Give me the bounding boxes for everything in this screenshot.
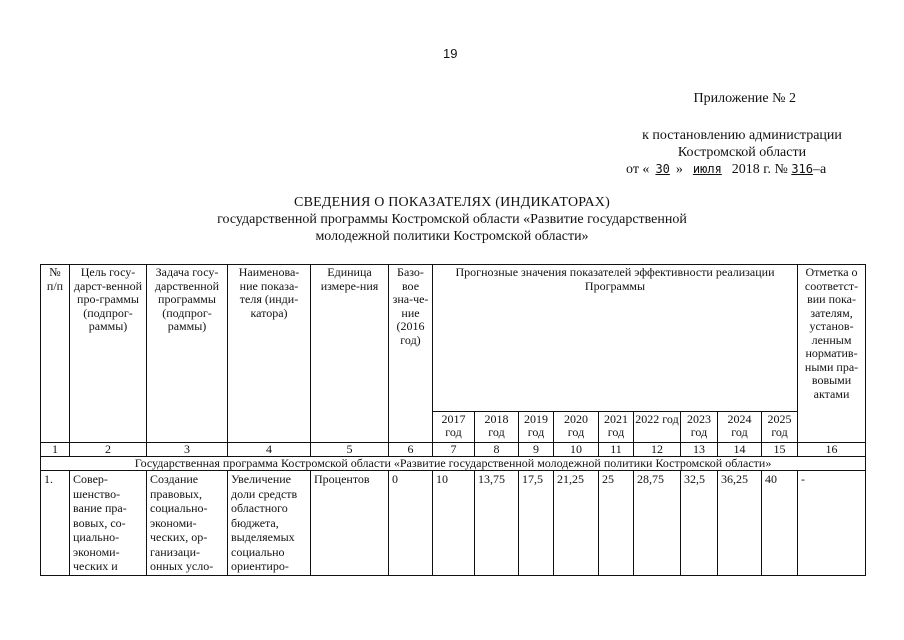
indicators-table bbox=[40, 264, 866, 576]
year-cell: 2018 год bbox=[475, 412, 519, 443]
row-unit: Процентов bbox=[311, 471, 389, 576]
row-value-2024: 36,25 bbox=[718, 471, 762, 576]
year-cell: 2019 год bbox=[519, 412, 554, 443]
header-unit: Единица измере-ния bbox=[311, 265, 389, 443]
resolution-suffix: –а bbox=[813, 162, 827, 177]
row-base-value: 0 bbox=[389, 471, 433, 576]
table-row bbox=[41, 471, 866, 576]
row-value-2020: 21,25 bbox=[554, 471, 599, 576]
column-number: 12 bbox=[634, 443, 681, 457]
year-cell: 2024 год bbox=[718, 412, 762, 443]
row-note: - bbox=[798, 471, 866, 576]
row-value-2023: 32,5 bbox=[681, 471, 718, 576]
date-year: 2018 г. № bbox=[731, 162, 788, 177]
column-number: 16 bbox=[798, 443, 866, 457]
title-line-2: государственной программы Костромской области «Развитие государственной bbox=[217, 212, 687, 227]
section-row bbox=[41, 457, 866, 471]
resolution-reference bbox=[612, 127, 872, 178]
row-value-2018: 13,75 bbox=[475, 471, 519, 576]
date-month: июля bbox=[692, 162, 722, 176]
title-line-3: молодежной политики Костромской области» bbox=[315, 229, 589, 244]
header-forecast: Прогнозные значения показателей эффективности реализации Программы bbox=[433, 265, 798, 412]
header-indicator-name: Наименова-ние показа-теля (инди-катора) bbox=[228, 265, 311, 443]
column-number: 9 bbox=[519, 443, 554, 457]
document-title bbox=[0, 194, 904, 245]
column-number: 10 bbox=[554, 443, 599, 457]
date-prefix: от « bbox=[626, 162, 650, 177]
column-number: 14 bbox=[718, 443, 762, 457]
column-number: 11 bbox=[599, 443, 634, 457]
header-task: Задача госу-дарственной программы (подпрог-раммы) bbox=[147, 265, 228, 443]
row-value-2021: 25 bbox=[599, 471, 634, 576]
resolution-date-line bbox=[612, 161, 872, 178]
column-number: 4 bbox=[228, 443, 311, 457]
column-numbers-row bbox=[41, 443, 866, 457]
column-number: 15 bbox=[762, 443, 798, 457]
row-indicator-name: Увеличение доли средств областного бюджета, выделяемых социально ориентиро- bbox=[228, 471, 311, 576]
column-number: 2 bbox=[70, 443, 147, 457]
resolution-line-2: Костромской области bbox=[677, 145, 807, 160]
header-note: Отметка о соответст-вии пока-зателям, установ-ленным норматив-ными пра-вовыми актами bbox=[798, 265, 866, 443]
header-row bbox=[41, 265, 866, 412]
date-mid: » bbox=[675, 162, 683, 177]
year-cell: 2022 год bbox=[634, 412, 681, 443]
year-cell: 2020 год bbox=[554, 412, 599, 443]
date-day: 30 bbox=[655, 162, 670, 176]
row-value-2022: 28,75 bbox=[634, 471, 681, 576]
row-goal: Совер-шенство-вание пра-вовых, со-циально-экономи-ческих и bbox=[70, 471, 147, 576]
title-line-1: СВЕДЕНИЯ О ПОКАЗАТЕЛЯХ (ИНДИКАТОРАХ) bbox=[294, 195, 610, 210]
row-num: 1. bbox=[41, 471, 70, 576]
row-value-2019: 17,5 bbox=[519, 471, 554, 576]
column-number: 5 bbox=[311, 443, 389, 457]
page-number: 19 bbox=[443, 46, 458, 61]
appendix-label: Приложение № 2 bbox=[693, 91, 796, 106]
year-cell: 2017 год bbox=[433, 412, 475, 443]
column-number: 3 bbox=[147, 443, 228, 457]
header-goal: Цель госу-дарст-венной про-граммы (подпрог-раммы) bbox=[70, 265, 147, 443]
year-cell: 2021 год bbox=[599, 412, 634, 443]
resolution-line-1: к постановлению администрации bbox=[642, 128, 842, 143]
row-task: Создание правовых, социально-экономи-ческих, ор-ганизаци-онных усло- bbox=[147, 471, 228, 576]
row-value-2025: 40 bbox=[762, 471, 798, 576]
column-number: 8 bbox=[475, 443, 519, 457]
section-title: Государственная программа Костромской области «Развитие государственной молодежной политики Костромской области» bbox=[41, 457, 866, 471]
column-number: 7 bbox=[433, 443, 475, 457]
year-cell: 2023 год bbox=[681, 412, 718, 443]
header-num: № п/п bbox=[41, 265, 70, 443]
column-number: 13 bbox=[681, 443, 718, 457]
year-cell: 2025 год bbox=[762, 412, 798, 443]
row-value-2017: 10 bbox=[433, 471, 475, 576]
resolution-number: 316 bbox=[791, 162, 814, 176]
column-number: 1 bbox=[41, 443, 70, 457]
header-base-value: Базо-вое зна-че-ние (2016 год) bbox=[389, 265, 433, 443]
column-number: 6 bbox=[389, 443, 433, 457]
